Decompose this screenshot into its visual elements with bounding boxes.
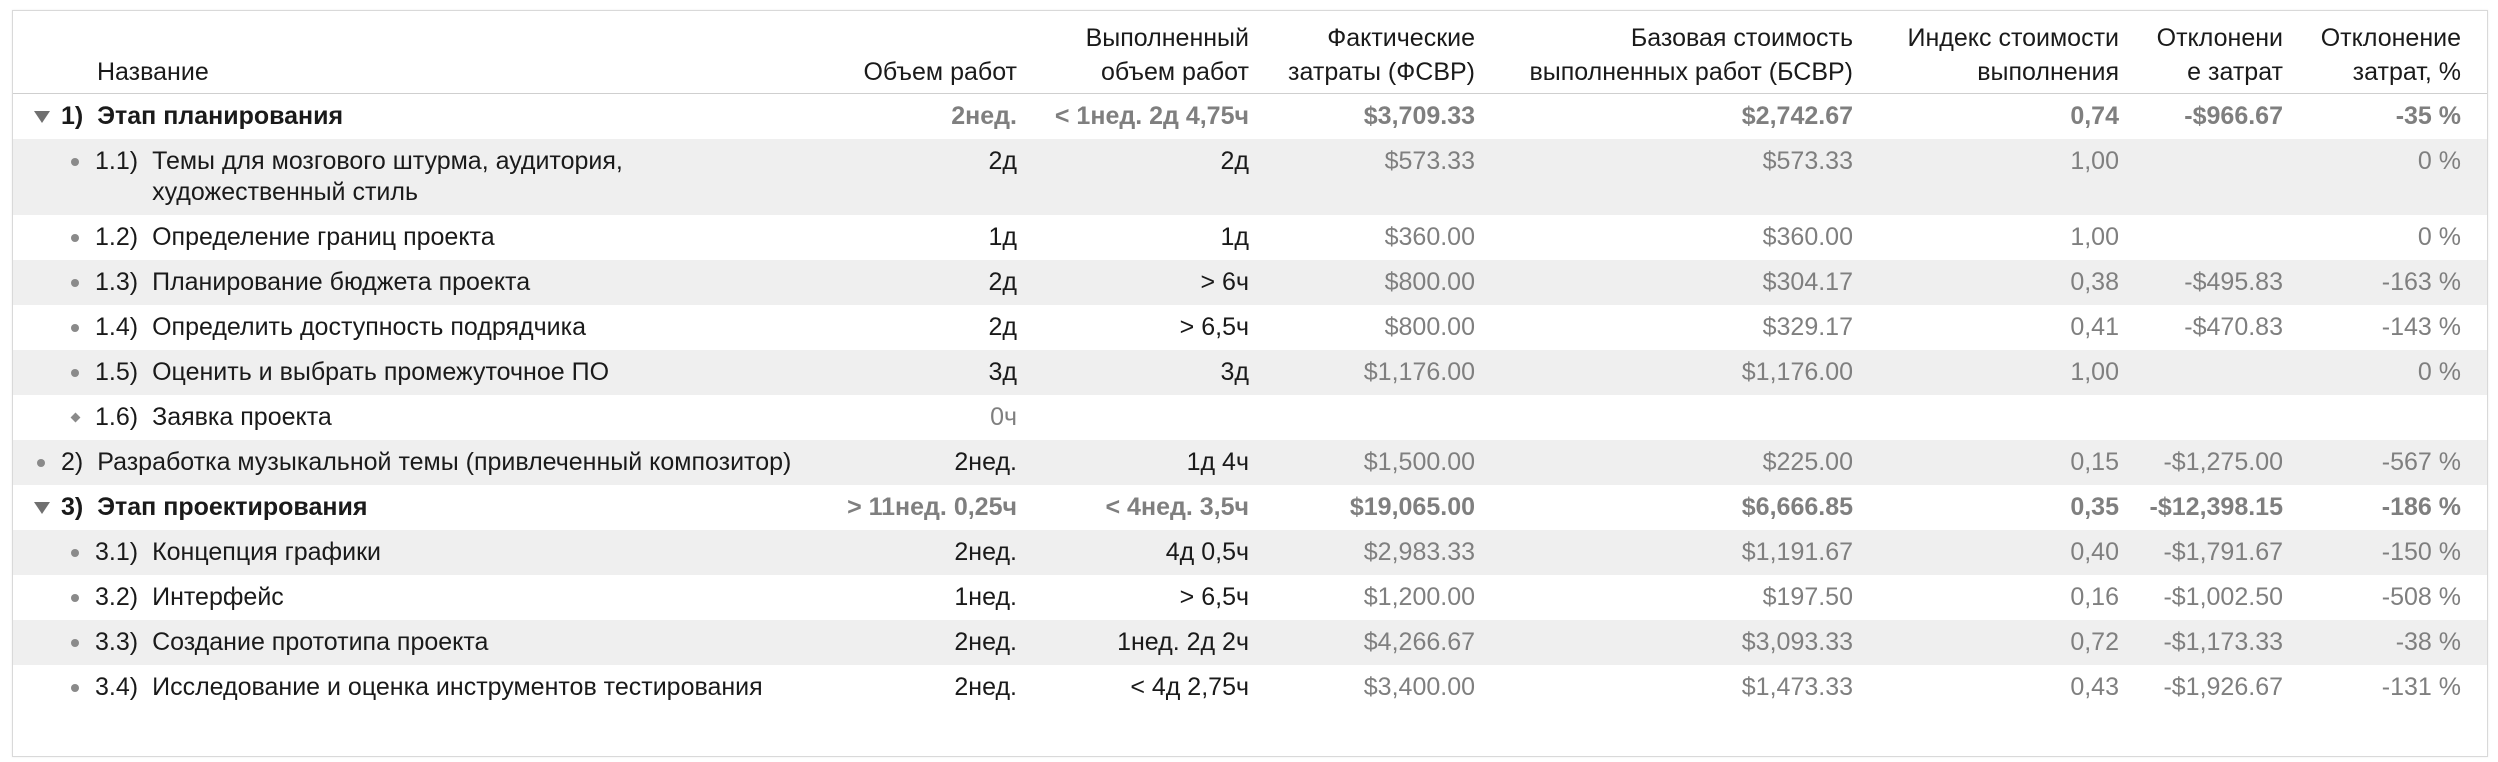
disclosure-triangle-icon[interactable] <box>31 101 51 132</box>
column-header-cpi-line2: выполнения <box>1977 58 2119 86</box>
row-name: Этап проектирования <box>97 493 368 521</box>
cell-acwp: $1,200.00 <box>1363 583 1475 611</box>
cell-bcwp: $3,093.33 <box>1501 620 1879 665</box>
earned-value-table <box>13 11 2487 710</box>
column-header-acwp-line2: затраты (ФСВР) <box>1288 58 1475 86</box>
table-row[interactable] <box>13 350 2487 395</box>
table-header <box>13 11 2487 94</box>
cell-done <box>1043 395 1275 440</box>
row-index: 3.1) <box>95 538 139 566</box>
column-header-acwp-line1: Фактические <box>1327 24 1475 52</box>
row-name: Концепция графики <box>152 538 381 566</box>
cell-acwp: $800.00 <box>1275 260 1501 305</box>
cell-work: 2нед. <box>951 102 1017 130</box>
row-name: Создание прототипа проекта <box>152 628 489 656</box>
cell-cpi: 0,74 <box>2070 102 2119 130</box>
column-header-done[interactable] <box>1043 11 1275 94</box>
cell-acwp <box>1275 395 1501 440</box>
row-index: 3.2) <box>95 583 139 611</box>
cell-bcwp: $6,666.85 <box>1741 493 1853 521</box>
row-name: Определение границ проекта <box>152 223 495 251</box>
cell-done: 4д 0,5ч <box>1043 530 1275 575</box>
cell-done: < 1нед. 2д 4,75ч <box>1054 102 1249 130</box>
column-header-cv-line2: е затрат <box>2187 58 2283 86</box>
row-index: 1.4) <box>95 313 139 341</box>
task-dot-icon <box>65 627 85 658</box>
column-header-cpi[interactable] <box>1879 11 2145 94</box>
cell-cv: -$12,398.15 <box>2149 493 2283 521</box>
cell-cpi: 1,00 <box>1879 350 2145 395</box>
cell-work: 2нед. <box>954 673 1017 701</box>
milestone-diamond-icon <box>65 402 85 433</box>
row-index: 1.5) <box>95 358 139 386</box>
row-name: Исследование и оценка инструментов тестирования <box>152 673 763 701</box>
cell-cpi: 0,41 <box>2070 313 2119 341</box>
cell-cpi: 0,72 <box>1879 620 2145 665</box>
cell-cpi: 1,00 <box>2070 223 2119 251</box>
cell-done: > 6,5ч <box>1179 583 1249 611</box>
row-index: 1.3) <box>95 268 139 296</box>
column-header-done-line1: Выполненный <box>1085 24 1249 52</box>
cell-done: 1д <box>1220 223 1249 251</box>
cell-cv <box>2145 139 2309 215</box>
cell-done: 1нед. 2д 2ч <box>1043 620 1275 665</box>
cell-bcwp: $1,176.00 <box>1501 350 1879 395</box>
cell-work: 2д <box>843 139 1043 215</box>
column-header-bcwp[interactable] <box>1501 11 1879 94</box>
cell-cv <box>2145 395 2309 440</box>
cell-bcwp: $2,742.67 <box>1741 102 1853 130</box>
column-header-cv-line1: Отклонени <box>2156 24 2283 52</box>
column-header-work[interactable] <box>843 11 1043 94</box>
cell-cpi <box>1879 395 2145 440</box>
cell-done: < 4д 2,75ч <box>1130 673 1249 701</box>
cell-work: 3д <box>843 350 1043 395</box>
row-index: 3.3) <box>95 628 139 656</box>
cell-cv-percent: -38 % <box>2309 620 2487 665</box>
table-row-group[interactable] <box>13 485 2487 530</box>
cell-cv: -$1,173.33 <box>2145 620 2309 665</box>
cell-bcwp: $1,191.67 <box>1501 530 1879 575</box>
row-name: Интерфейс <box>152 583 284 611</box>
cell-cv: -$470.83 <box>2184 313 2283 341</box>
row-index: 1.6) <box>95 403 139 431</box>
cell-cpi: 0,43 <box>2070 673 2119 701</box>
row-index: 3.4) <box>95 673 139 701</box>
column-header-done-line2: объем работ <box>1101 58 1249 86</box>
cell-cv-percent: -131 % <box>2381 673 2461 701</box>
row-name: Темы для мозгового штурма, аудитория, художественный стиль <box>152 147 623 206</box>
table-row-group[interactable] <box>13 94 2487 140</box>
cell-cv-percent: 0 % <box>2417 223 2461 251</box>
cell-work: > 11нед. 0,25ч <box>847 493 1017 521</box>
cell-cpi: 0,15 <box>1879 440 2145 485</box>
column-header-bcwp-line1: Базовая стоимость <box>1630 24 1853 52</box>
cell-bcwp: $360.00 <box>1762 223 1853 251</box>
table-row[interactable] <box>13 305 2487 350</box>
task-dot-icon <box>65 357 85 388</box>
table-row[interactable] <box>13 620 2487 665</box>
cell-cpi: 0,35 <box>2070 493 2119 521</box>
column-header-cv-percent[interactable] <box>2309 11 2487 94</box>
earned-value-table-view <box>12 10 2488 757</box>
column-header-acwp[interactable] <box>1275 11 1501 94</box>
row-index: 2) <box>61 448 84 476</box>
table-row[interactable] <box>13 530 2487 575</box>
cell-acwp: $360.00 <box>1384 223 1475 251</box>
task-dot-icon <box>65 672 85 703</box>
column-header-cv-percent-line2: затрат, % <box>2352 58 2461 86</box>
row-name: Оценить и выбрать промежуточное ПО <box>152 358 610 386</box>
cell-bcwp: $197.50 <box>1762 583 1853 611</box>
cell-work: 2д <box>988 313 1017 341</box>
cell-work: 1нед. <box>954 583 1017 611</box>
cell-done: < 4нед. 3,5ч <box>1105 493 1249 521</box>
cell-cv: -$1,926.67 <box>2163 673 2283 701</box>
cell-acwp: $3,709.33 <box>1363 102 1475 130</box>
row-index: 1.1) <box>95 147 139 175</box>
table-row-milestone[interactable] <box>13 395 2487 440</box>
task-dot-icon <box>65 312 85 343</box>
cell-work: 2нед. <box>843 440 1043 485</box>
cell-bcwp: $225.00 <box>1501 440 1879 485</box>
table-row[interactable] <box>13 260 2487 305</box>
table-row[interactable] <box>13 665 2487 710</box>
cell-done: 3д <box>1043 350 1275 395</box>
cell-cpi: 1,00 <box>1879 139 2145 215</box>
column-header-name[interactable] <box>13 11 843 94</box>
cell-work: 0ч <box>990 403 1017 431</box>
row-name: Заявка проекта <box>152 403 332 431</box>
cell-cv: -$1,275.00 <box>2145 440 2309 485</box>
cell-bcwp: $1,473.33 <box>1741 673 1853 701</box>
row-name: Планирование бюджета проекта <box>152 268 531 296</box>
column-header-name-label: Название <box>97 58 209 86</box>
cell-cv-percent: 0 % <box>2309 139 2487 215</box>
cell-acwp: $1,176.00 <box>1275 350 1501 395</box>
cell-cv-percent: -186 % <box>2381 493 2461 521</box>
cell-done: > 6,5ч <box>1179 313 1249 341</box>
table-row[interactable] <box>13 440 2487 485</box>
cell-bcwp: $573.33 <box>1501 139 1879 215</box>
cell-acwp: $19,065.00 <box>1349 493 1475 521</box>
row-index: 1.2) <box>95 223 139 251</box>
cell-cv-percent: -567 % <box>2309 440 2487 485</box>
cell-acwp: $3,400.00 <box>1363 673 1475 701</box>
task-dot-icon <box>65 267 85 298</box>
table-row[interactable] <box>13 575 2487 620</box>
table-row[interactable] <box>13 139 2487 215</box>
cell-done: > 6ч <box>1043 260 1275 305</box>
cell-bcwp: $304.17 <box>1501 260 1879 305</box>
task-dot-icon <box>65 537 85 568</box>
cell-cpi: 0,16 <box>2070 583 2119 611</box>
cell-cv-percent: 0 % <box>2309 350 2487 395</box>
cell-cv: -$966.67 <box>2184 102 2283 130</box>
cell-acwp: $4,266.67 <box>1275 620 1501 665</box>
task-dot-icon <box>65 582 85 613</box>
column-header-bcwp-line2: выполненных работ (БСВР) <box>1529 58 1853 86</box>
column-header-cv-percent-line1: Отклонение <box>2320 24 2461 52</box>
disclosure-triangle-icon[interactable] <box>31 492 51 523</box>
cell-cv-percent <box>2309 395 2487 440</box>
cell-bcwp <box>1501 395 1879 440</box>
cell-work: 2нед. <box>843 530 1043 575</box>
cell-acwp: $573.33 <box>1275 139 1501 215</box>
cell-done: 1д 4ч <box>1043 440 1275 485</box>
cell-cv-percent: -508 % <box>2381 583 2461 611</box>
cell-cv: -$1,002.50 <box>2163 583 2283 611</box>
cell-cv: -$1,791.67 <box>2145 530 2309 575</box>
task-dot-icon <box>65 222 85 253</box>
column-header-cpi-line1: Индекс стоимости <box>1907 24 2119 52</box>
cell-cv-percent: -35 % <box>2395 102 2461 130</box>
cell-cv-percent: -143 % <box>2381 313 2461 341</box>
row-name: Определить доступность подрядчика <box>152 313 586 341</box>
cell-acwp: $800.00 <box>1384 313 1475 341</box>
row-index: 3) <box>61 493 84 521</box>
cell-work: 2нед. <box>843 620 1043 665</box>
cell-cv-percent: -163 % <box>2309 260 2487 305</box>
table-row[interactable] <box>13 215 2487 260</box>
cell-cpi: 0,40 <box>1879 530 2145 575</box>
row-name: Разработка музыкальной темы (привлеченный композитор) <box>97 448 792 476</box>
cell-acwp: $2,983.33 <box>1275 530 1501 575</box>
cell-cv <box>2145 350 2309 395</box>
row-index: 1) <box>61 102 84 130</box>
cell-work: 1д <box>988 223 1017 251</box>
cell-cv <box>2145 215 2309 260</box>
row-name: Этап планирования <box>97 102 344 130</box>
cell-cv-percent: -150 % <box>2309 530 2487 575</box>
cell-cv: -$495.83 <box>2145 260 2309 305</box>
cell-cpi: 0,38 <box>1879 260 2145 305</box>
cell-work: 2д <box>843 260 1043 305</box>
cell-done: 2д <box>1043 139 1275 215</box>
cell-bcwp: $329.17 <box>1762 313 1853 341</box>
column-header-work-label: Объем работ <box>863 58 1017 86</box>
task-dot-icon <box>65 146 85 177</box>
cell-acwp: $1,500.00 <box>1275 440 1501 485</box>
task-dot-icon <box>31 447 51 478</box>
column-header-cv[interactable] <box>2145 11 2309 94</box>
